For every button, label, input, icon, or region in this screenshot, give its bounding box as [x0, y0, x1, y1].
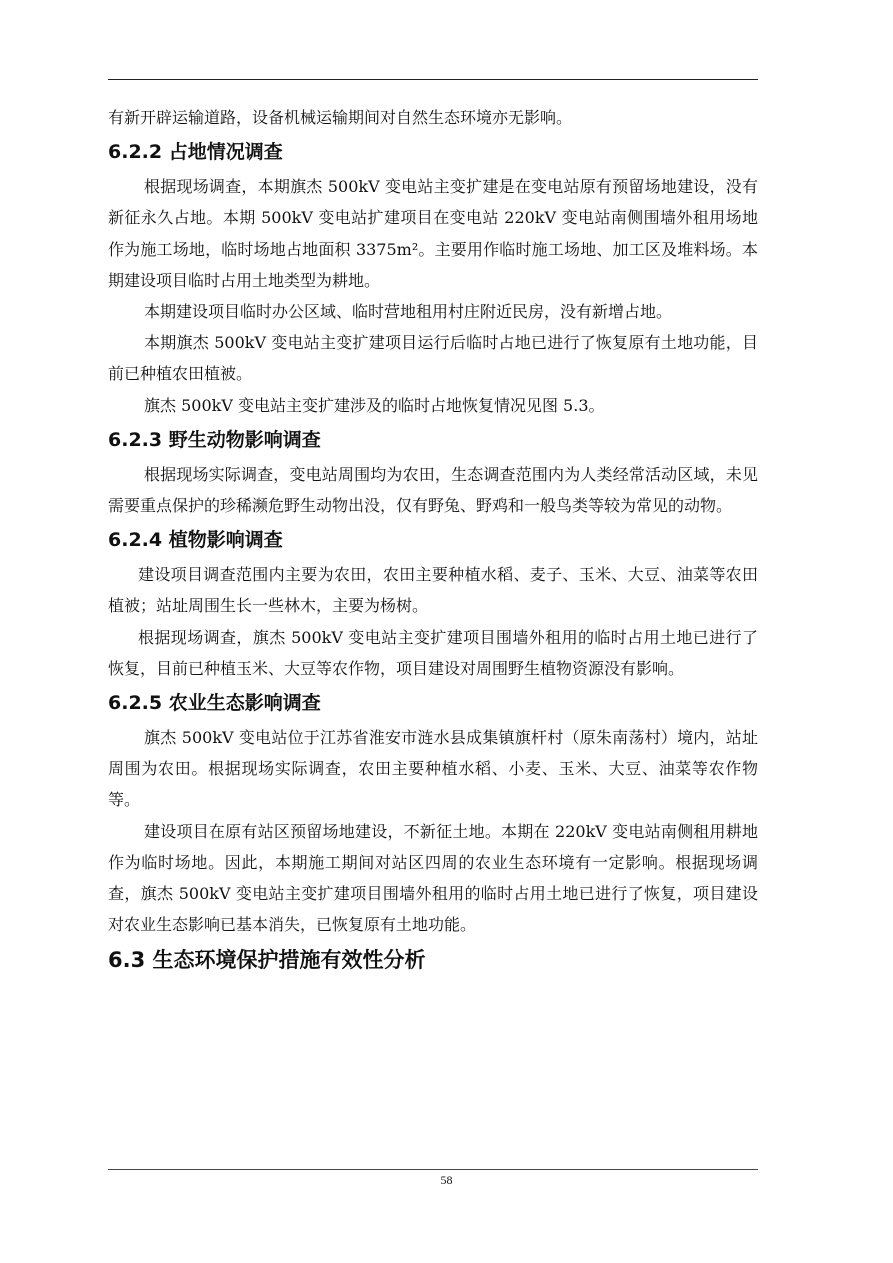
section-6-2-4-heading: 6.2.4 植物影响调查	[108, 529, 283, 552]
section-6-2-5-paragraph-2: 建设项目在原有站区预留场地建设，不新征土地。本期在 220kV 变电站南侧租用耕地作为临时场地。因此，本期施工期间对站区四周的农业生态环境有一定影响。根据现场调查，旗杰 500kV 变电站主变扩建项目围墙外租用的临时占用土地已进行了恢复，项目建设对农业生态影响已基本消失，已恢复原有土地功能。	[108, 821, 758, 935]
section-6-2-3-heading: 6.2.3 野生动物影响调查	[108, 428, 321, 451]
footer-rule	[108, 1169, 758, 1170]
section-6-2-4-paragraph-2: 根据现场调查，旗杰 500kV 变电站主变扩建项目围墙外租用的临时占用土地已进行了恢复，目前已种植玉米、大豆等农作物，项目建设对周围野生植物资源没有影响。	[108, 627, 758, 678]
page-body	[108, 102, 758, 980]
section-6-2-4-paragraph-1: 建设项目调查范围内主要为农田，农田主要种植水稻、麦子、玉米、大豆、油菜等农田植被；站址周围生长一些林木，主要为杨树。	[108, 565, 758, 616]
section-6-2-5-paragraph-1: 旗杰 500kV 变电站位于江苏省淮安市涟水县成集镇旗杆村（原朱南荡村）境内，站址周围为农田。根据现场实际调查，农田主要种植水稻、小麦、玉米、大豆、油菜等农作物等。	[108, 728, 758, 810]
section-6-2-2-paragraph-2: 本期建设项目临时办公区域、临时营地租用村庄附近民房，没有新增占地。	[144, 302, 673, 322]
section-6-2-2-paragraph-1: 根据现场调查，本期旗杰 500kV 变电站主变扩建是在变电站原有预留场地建设，没有新征永久占地。本期 500kV 变电站扩建项目在变电站 220kV 变电站南侧围墙外租用场地作为施工场地，临时场地占地面积 3375m²。主要用作临时施工场地、加工区及堆料场。本期建设项目临时占用土地类型为耕地。	[108, 177, 758, 290]
section-6-2-3-paragraph-1: 根据现场实际调查，变电站周围均为农田，生态调查范围内为人类经常活动区域，未见需要重点保护的珍稀濒危野生动物出没，仅有野兔、野鸡和一般鸟类等较为常见的动物。	[108, 464, 758, 516]
section-6-2-2-heading: 6.2.2 占地情况调查	[108, 141, 283, 164]
section-6-3-heading: 6.3 生态环境保护措施有效性分析	[108, 948, 426, 973]
section-6-2-5-heading: 6.2.5 农业生态影响调查	[108, 692, 321, 715]
section-6-2-2-paragraph-3: 本期旗杰 500kV 变电站主变扩建项目运行后临时占地已进行了恢复原有土地功能，目前已种植农田植被。	[108, 333, 758, 384]
page-number: 58	[440, 1173, 453, 1187]
lead-paragraph: 有新开辟运输道路，设备机械运输期间对自然生态环境亦无影响。	[108, 108, 573, 127]
header-rule	[108, 79, 758, 80]
section-6-2-2-paragraph-4: 旗杰 500kV 变电站主变扩建涉及的临时占地恢复情况见图 5.3。	[144, 395, 605, 415]
